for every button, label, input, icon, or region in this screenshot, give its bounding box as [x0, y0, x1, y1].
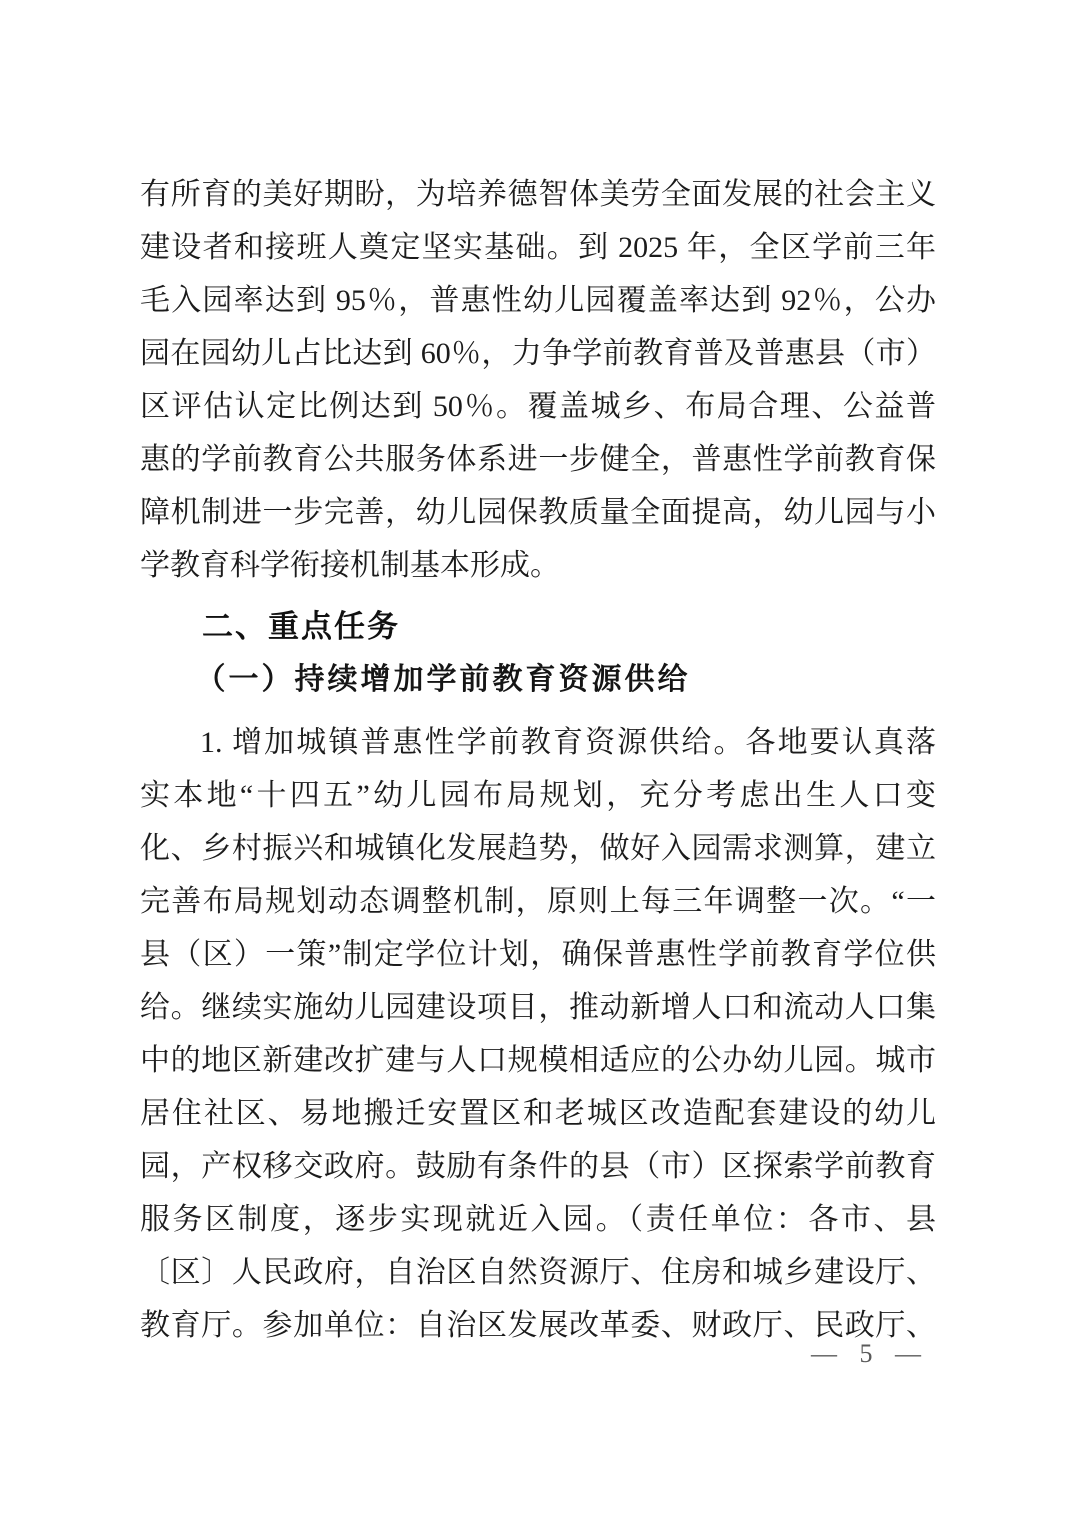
text-line: 区评估认定比例达到 50％。覆盖城乡、布局合理、公益普	[140, 390, 936, 423]
text-line: 学教育科学衔接机制基本形成。	[140, 549, 560, 582]
paragraph-continuation	[140, 168, 936, 592]
task-paragraph	[140, 716, 936, 1352]
text-line: 县（区）一策”制定学位计划，确保普惠性学前教育学位供	[140, 938, 936, 971]
text-line: 障机制进一步完善，幼儿园保教质量全面提高，幼儿园与小	[140, 496, 936, 529]
text-line: 服务区制度，逐步实现就近入园。（责任单位：各市、县	[140, 1203, 936, 1236]
text-line: 〔区〕人民政府，自治区自然资源厅、住房和城乡建设厅、	[140, 1256, 936, 1289]
text-line: 惠的学前教育公共服务体系进一步健全，普惠性学前教育保	[140, 443, 936, 476]
document-content	[140, 168, 936, 1352]
section-heading: 二、重点任务	[202, 609, 400, 644]
page-number: — 5 —	[811, 1339, 922, 1368]
text-line: 园在园幼儿占比达到 60％，力争学前教育普及普惠县（市）	[140, 337, 936, 370]
text-line: 实本地“十四五”幼儿园布局规划，充分考虑出生人口变	[140, 779, 936, 812]
text-line: 有所育的美好期盼，为培养德智体美劳全面发展的社会主义	[140, 178, 936, 211]
text-line: 完善布局规划动态调整机制，原则上每三年调整一次。“一	[140, 885, 936, 918]
text-line: 给。继续实施幼儿园建设项目，推动新增人口和流动人口集	[140, 991, 936, 1024]
subsection-heading: （一）持续增加学前教育资源供给	[195, 663, 691, 696]
text-line: 中的地区新建改扩建与人口规模相适应的公办幼儿园。城市	[140, 1044, 936, 1077]
text-line: 教育厅。参加单位：自治区发展改革委、财政厅、民政厅、	[140, 1309, 936, 1342]
text-line: 园，产权移交政府。鼓励有条件的县（市）区探索学前教育	[140, 1150, 936, 1183]
text-line: 建设者和接班人奠定坚实基础。到 2025 年，全区学前三年	[140, 231, 936, 264]
text-line: 居住社区、易地搬迁安置区和老城区改造配套建设的幼儿	[140, 1097, 936, 1130]
text-line: 1. 增加城镇普惠性学前教育资源供给。各地要认真落	[200, 726, 936, 759]
text-line: 毛入园率达到 95％，普惠性幼儿园覆盖率达到 92％，公办	[140, 284, 936, 317]
text-line: 化、乡村振兴和城镇化发展趋势，做好入园需求测算，建立	[140, 832, 936, 865]
